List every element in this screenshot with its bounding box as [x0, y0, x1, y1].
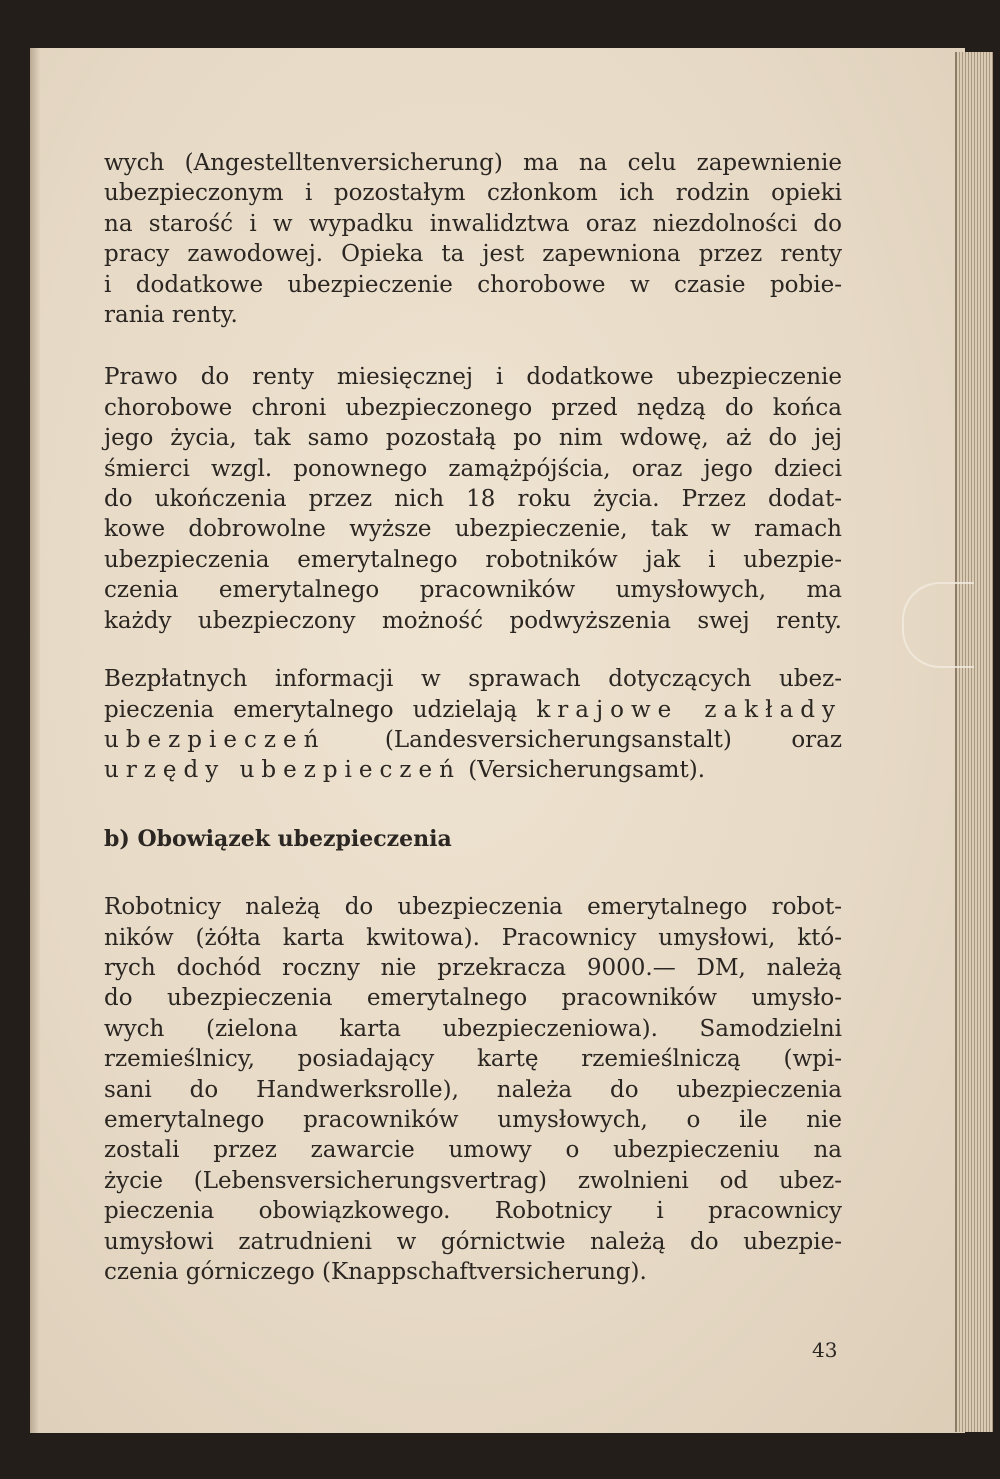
- text-span: pieczenia emerytalnego udzielają: [104, 696, 518, 723]
- bookmark-tab: [902, 582, 974, 668]
- text-line: emerytalnego pracowników umysłowych, o ile nie: [104, 1106, 842, 1133]
- text-line: zostali przez zawarcie umowy o ubezpieczeniu na: [104, 1137, 842, 1164]
- text-line: ników (żółta karta kwitowa). Pracownicy umysłowi, któ-: [104, 924, 842, 951]
- text-line: do ukończenia przez nich 18 roku życia. Przez dodat-: [104, 486, 842, 513]
- text-span: (Landesversicherungsanstalt) oraz: [384, 726, 842, 753]
- text-line: rych dochód roczny nie przekracza 9000.— DM, należą: [104, 954, 842, 981]
- text-line: pracy zawodowej. Opieka ta jest zapewniona przez renty: [104, 241, 842, 268]
- section-heading: b) Obowiązek ubezpieczenia: [104, 825, 452, 852]
- page-edges: [955, 52, 993, 1432]
- text-line: rzemieślnicy, posiadający kartę rzemieślniczą (wpi-: [104, 1046, 842, 1073]
- text-line: umysłowi zatrudnieni w górnictwie należą do ubezpie-: [104, 1228, 842, 1255]
- text-line: na starość i w wypadku inwalidztwa oraz niezdolności do: [104, 210, 842, 237]
- page-number: 43: [812, 1338, 838, 1362]
- text-line: i dodatkowe ubezpieczenie chorobowe w czasie pobie-: [104, 271, 842, 298]
- text-line: życie (Lebensversicherungsvertrag) zwolnieni od ubez-: [104, 1167, 842, 1194]
- paragraph-1: [104, 148, 842, 330]
- text-line: do ubezpieczenia emerytalnego pracowników umysło-: [104, 985, 842, 1012]
- spaced-text: krajowe zakłady: [536, 696, 842, 723]
- text-line: Prawo do renty miesięcznej i dodatkowe ubezpieczenie: [104, 364, 842, 391]
- text-line: wych (Angestelltenversicherung) ma na celu zapewnienie: [104, 150, 842, 176]
- text-line: Robotnicy należą do ubezpieczenia emerytalnego robot-: [104, 894, 842, 921]
- text-line: ubezpieczenia emerytalnego robotników jak i ubezpie-: [104, 546, 842, 573]
- text-line: pieczenia obowiązkowego. Robotnicy i pracownicy: [104, 1198, 842, 1225]
- text-line: [104, 725, 842, 755]
- text-line: wych (zielona karta ubezpieczeniowa). Samodzielni: [104, 1015, 842, 1042]
- text-line: kowe dobrowolne wyższe ubezpieczenie, tak w ramach: [104, 516, 842, 543]
- body-text: [104, 148, 842, 1287]
- text-line: chorobowe chroni ubezpieczonego przed nędzą do końca: [104, 394, 842, 421]
- binding-gutter: [30, 48, 40, 1433]
- text-line: [104, 695, 842, 725]
- spaced-text: ubezpieczeń: [104, 726, 326, 753]
- text-line: czenia emerytalnego pracowników umysłowych, ma: [104, 577, 842, 604]
- text-line: ubezpieczonym i pozostałym członkom ich rodzin opieki: [104, 180, 842, 207]
- text-line: rania renty.: [104, 302, 238, 329]
- text-line: [104, 755, 842, 785]
- text-line: jego życia, tak samo pozostałą po nim wdowę, aż do jej: [104, 425, 842, 452]
- text-line: czenia górniczego (Knappschaftversicherung).: [104, 1259, 647, 1285]
- text-line: Bezpłatnych informacji w sprawach dotyczących ubez-: [104, 666, 842, 693]
- text-line: każdy ubezpieczony możność podwyższenia swej renty.: [104, 607, 842, 634]
- paragraph-4: [104, 892, 842, 1287]
- paragraph-2: [104, 362, 842, 636]
- paragraph-3: [104, 664, 842, 786]
- text-span: (Versicherungsamt).: [468, 757, 706, 784]
- spaced-text: urzędy ubezpieczeń: [104, 757, 461, 784]
- text-line: śmierci wzgl. ponownego zamążpójścia, oraz jego dzieci: [104, 455, 842, 482]
- text-line: sani do Handwerksrolle), należa do ubezpieczenia: [104, 1076, 842, 1103]
